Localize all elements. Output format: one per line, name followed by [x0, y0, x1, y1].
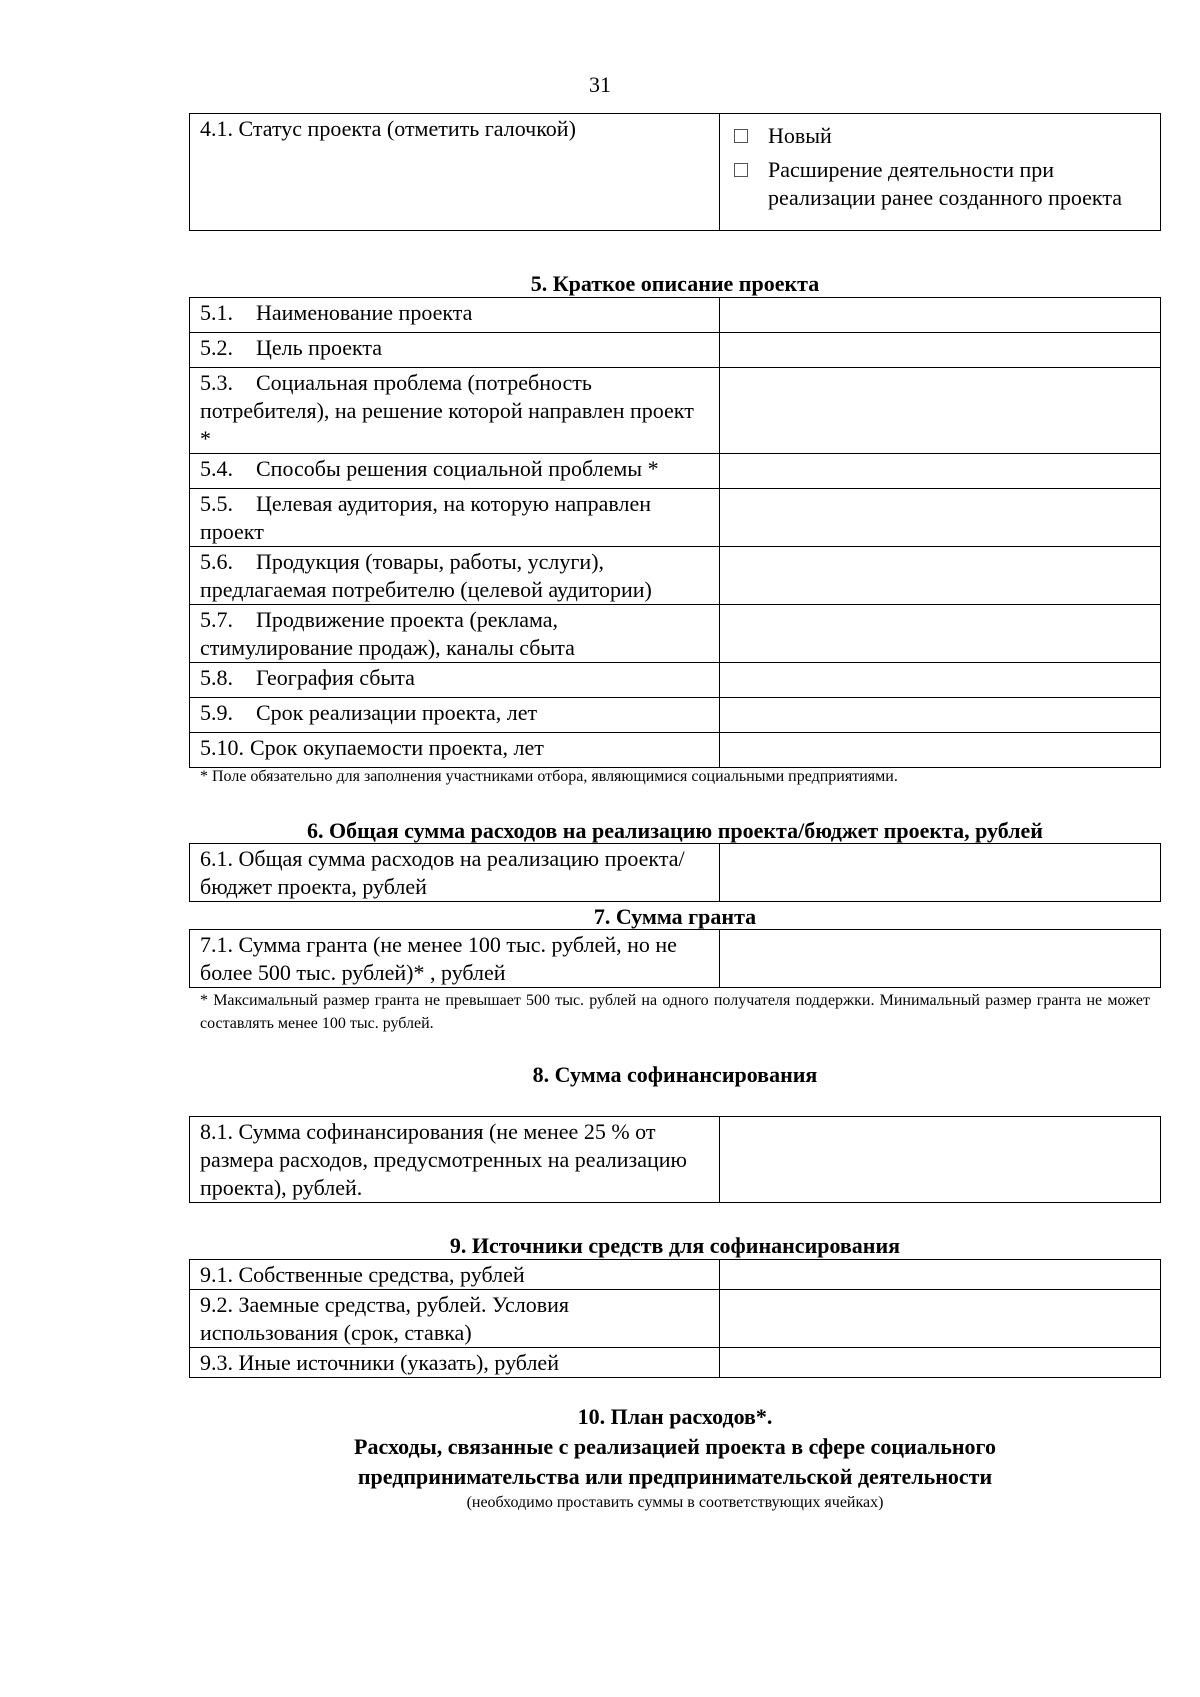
section-6-table	[189, 843, 1161, 902]
value-cell[interactable]	[720, 298, 1161, 333]
section-10-heading	[189, 1402, 1161, 1514]
value-cell[interactable]	[720, 1260, 1161, 1290]
value-cell[interactable]	[720, 1290, 1161, 1348]
section-10-title: 10. План расходов*.	[577, 1404, 773, 1429]
row-label: 8.1. Сумма софинансирования (не менее 25 % от размера расходов, предусмотренных на реализацию проекта), рублей.	[190, 1117, 720, 1203]
status-option-new[interactable]: Новый	[730, 122, 1150, 150]
row-label: 6.1. Общая сумма расходов на реализацию проекта/бюджет проекта, рублей	[190, 844, 720, 902]
row-label: 9.1. Собственные средства, рублей	[190, 1260, 720, 1290]
value-cell[interactable]	[720, 733, 1161, 768]
table-row	[190, 605, 1161, 663]
row-label: Способы решения социальной проблемы *	[256, 456, 659, 481]
row-label: Продукция (товары, работы, услуги), предлагаемая потребителю (целевой аудитории)	[200, 549, 652, 602]
table-row	[190, 489, 1161, 547]
table-row	[190, 547, 1161, 605]
value-cell[interactable]	[720, 1348, 1161, 1378]
table-row	[190, 298, 1161, 333]
value-cell[interactable]	[720, 930, 1161, 988]
value-cell[interactable]	[720, 489, 1161, 547]
section-9-title: 9. Источники средств для софинансирования	[449, 1233, 901, 1258]
value-cell[interactable]	[720, 605, 1161, 663]
table-row	[190, 844, 1161, 902]
row-label: Целевая аудитория, на которую направлен проект	[200, 491, 652, 544]
status-option-expansion[interactable]: Расширение деятельности при реализации ранее созданного проекта	[730, 156, 1150, 212]
section-8-title: 8. Сумма софинансирования	[532, 1062, 818, 1087]
row-label: 9.2. Заемные средства, рублей. Условия использования (срок, ставка)	[190, 1290, 720, 1348]
table-row	[190, 930, 1161, 988]
value-cell[interactable]	[720, 547, 1161, 605]
section-9-table	[189, 1259, 1161, 1378]
row-label: Социальная проблема (потребность потребителя), на решение которой направлен проект *	[200, 370, 694, 451]
table-row	[190, 1117, 1161, 1203]
value-cell[interactable]	[720, 368, 1161, 454]
table-row	[190, 454, 1161, 489]
status-label: 4.1. Статус проекта (отметить галочкой)	[190, 114, 720, 231]
row-number: 5.10.	[200, 735, 244, 760]
table-row	[190, 1348, 1161, 1378]
status-table	[189, 113, 1161, 231]
value-cell[interactable]	[720, 454, 1161, 489]
section-10-subtitle-line-1: Расходы, связанные с реализацией проекта в сфере социального	[354, 1434, 996, 1459]
row-label: Продвижение проекта (реклама, стимулирование продаж), каналы сбыта	[200, 607, 575, 660]
table-row	[190, 1290, 1161, 1348]
section-10-note: (необходимо проставить суммы в соответствующих ячейках)	[466, 1494, 884, 1511]
table-row	[190, 663, 1161, 698]
row-number: 5.9.	[200, 700, 233, 725]
section-7-table	[189, 929, 1161, 988]
section-5-footnote: * Поле обязательно для заполнения участниками отбора, являющимися социальными предприятиями.	[200, 768, 898, 785]
status-options	[720, 114, 1161, 231]
value-cell[interactable]	[720, 698, 1161, 733]
row-number: 5.2.	[200, 335, 233, 360]
table-row	[190, 733, 1161, 768]
row-number: 5.3.	[200, 370, 233, 395]
value-cell[interactable]	[720, 333, 1161, 368]
table-row	[190, 333, 1161, 368]
table-row	[190, 368, 1161, 454]
value-cell[interactable]	[720, 1117, 1161, 1203]
row-label: Срок окупаемости проекта, лет	[250, 735, 544, 760]
row-number: 5.6.	[200, 549, 233, 574]
section-5-title: 5. Краткое описание проекта	[530, 271, 820, 296]
section-8-table	[189, 1116, 1161, 1203]
value-cell[interactable]	[720, 844, 1161, 902]
page-number: 31	[589, 72, 611, 97]
checkbox-icon[interactable]	[734, 163, 748, 177]
section-5-table	[189, 297, 1161, 768]
row-label: 7.1. Сумма гранта (не менее 100 тыс. рублей, но не более 500 тыс. рублей)* , рублей	[190, 930, 720, 988]
value-cell[interactable]	[720, 663, 1161, 698]
checkbox-icon[interactable]	[734, 129, 748, 143]
row-number: 5.8.	[200, 665, 233, 690]
row-label: Цель проекта	[256, 335, 383, 360]
row-label: Наименование проекта	[256, 300, 473, 325]
table-row	[190, 1260, 1161, 1290]
section-6-title: 6. Общая сумма расходов на реализацию проекта/бюджет проекта, рублей	[307, 818, 1043, 843]
section-7-title: 7. Сумма гранта	[593, 904, 757, 929]
section-7-footnote: * Максимальный размер гранта не превышает 500 тыс. рублей на одного получателя поддержки. Минимальный размер гранта не может составлять менее 100 тыс. рублей.	[200, 992, 1150, 1032]
section-10-subtitle-line-2: предпринимательства или предпринимательской деятельности	[357, 1464, 993, 1489]
row-label: 9.3. Иные источники (указать), рублей	[190, 1348, 720, 1378]
row-label: География сбыта	[256, 665, 415, 690]
table-row	[190, 698, 1161, 733]
row-number: 5.7.	[200, 607, 233, 632]
row-number: 5.5.	[200, 491, 233, 516]
row-number: 5.4.	[200, 456, 233, 481]
row-label: Срок реализации проекта, лет	[256, 700, 538, 725]
row-number: 5.1.	[200, 300, 233, 325]
